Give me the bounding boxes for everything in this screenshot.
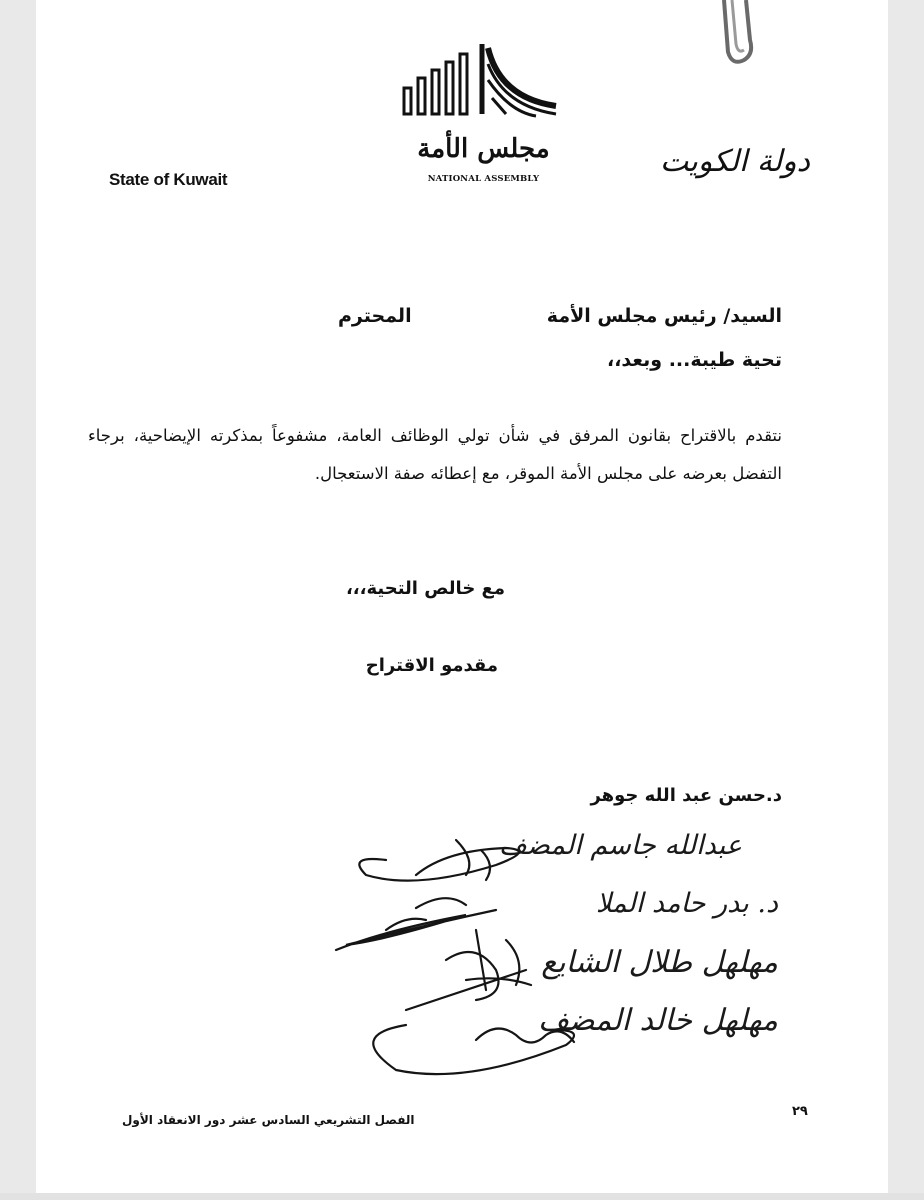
addressee-line: السيد/ رئيس مجلس الأمة — [546, 305, 782, 327]
handwritten-name-1: عبدالله جاسم المضف — [499, 830, 742, 861]
handwritten-name-4: مهلهل خالد المضف — [538, 1003, 778, 1038]
respected-title: المحترم — [338, 305, 412, 327]
proposers-label: مقدمو الاقتراح — [365, 655, 498, 676]
state-of-kuwait-english: State of Kuwait — [109, 170, 228, 189]
national-assembly-logo — [396, 40, 571, 190]
signature-1 — [359, 840, 519, 881]
greeting-line: تحية طيبة... وبعد،، — [607, 349, 782, 371]
paper-clip-icon — [676, 0, 786, 70]
closing-line: مع خالص التحية،،، — [345, 578, 505, 599]
assembly-building-icon — [396, 40, 571, 135]
page-number: ٢٩ — [792, 1104, 808, 1119]
logo-arabic-text: مجلس الأمة — [417, 134, 550, 164]
signatures-graphic — [326, 820, 596, 1090]
handwritten-name-3: مهلهل طلال الشايع — [541, 945, 778, 980]
page-bottom-edge — [0, 1193, 924, 1200]
state-of-kuwait-arabic: دولة الكويت — [660, 144, 810, 179]
signature-2 — [336, 898, 496, 950]
signature-4 — [373, 1025, 574, 1074]
document-page — [36, 0, 888, 1193]
signature-3 — [406, 930, 531, 1010]
handwritten-name-2: د. بدر حامد الملا — [595, 888, 778, 919]
letter-body: نتقدم بالاقتراح بقانون المرفق في شأن تولي الوظائف العامة، مشفوعاً بمذكرته الإيضاحية، برجاء التفضل بعرضه على مجلس الأمة الموقر، مع إعطائه صفة الاستعجال. — [88, 426, 782, 483]
logo-english-text: NATIONAL ASSEMBLY — [427, 174, 540, 184]
signatory-name: د.حسن عبد الله جوهر — [590, 785, 782, 806]
legislative-term-footer: الفصل التشريعي السادس عشر دور الانعقاد الأول — [122, 1113, 415, 1127]
